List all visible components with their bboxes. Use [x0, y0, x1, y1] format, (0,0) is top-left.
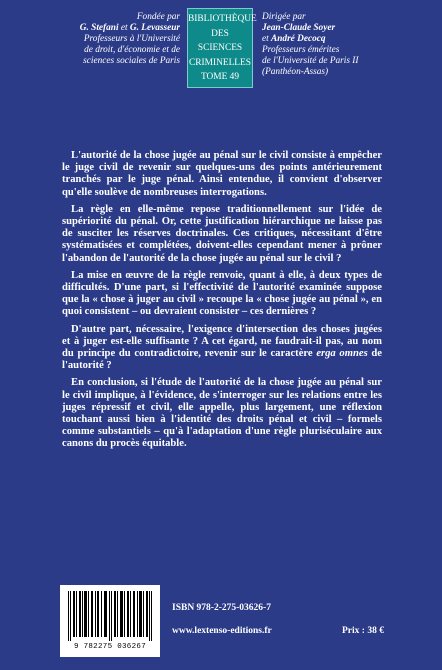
- founder-name-2: G. Levasseur: [129, 23, 180, 33]
- director-title-3: (Panthéon-Assas): [262, 67, 329, 77]
- director-title-2: de l'Université de Paris II: [262, 56, 359, 66]
- director-names-2: [262, 34, 422, 45]
- founder-and: et: [120, 23, 128, 33]
- founder-title-3: sciences sociales de Paris: [83, 56, 180, 66]
- summary-paragraph-5: En conclusion, si l'étude de l'autorité de la chose jugée au pénal sur le civil implique, à l'évidence, de s'interroger sur les relations entre les juges répressif et civil, elle appelle, plus largement, une réflexion touchant aussi bien à l'identité des droits pénal et civil – formels comme substantiels – qu'à l'adaptation d'une règle pluriséculaire aux canons du procès équitable.: [62, 377, 382, 450]
- directors-block: [262, 12, 422, 78]
- summary-text: [62, 150, 382, 456]
- series-volume: TOME 49: [200, 72, 240, 82]
- summary-paragraph-4-italic: erga omnes: [316, 348, 368, 360]
- barcode-digits: 9 782275 036267: [73, 643, 146, 651]
- founder-title-1: Professeurs à l'Université: [83, 34, 180, 44]
- founded-by-label: Fondée par: [136, 12, 180, 22]
- price: Prix : 38 €: [342, 626, 384, 636]
- barcode: [60, 585, 160, 657]
- series-line-1: BIBLIOTHÈQUE: [188, 14, 257, 24]
- barcode-bars-icon: [66, 591, 154, 641]
- series-box: [187, 8, 257, 88]
- summary-paragraph-1: L'autorité de la chose jugée au pénal sur le civil consiste à empêcher le juge civil de revenir sur quelques-uns des points antérieurement tranchés par le juge pénal. Ainsi entendue, il convient d'observer qu'elle soulève de nombreuses interrogations.: [62, 150, 382, 198]
- summary-paragraph-4: [62, 324, 382, 373]
- series-line-2: DES SCIENCES: [197, 28, 243, 53]
- isbn: ISBN 978-2-275-03626-7: [172, 603, 271, 613]
- founder-title-2: de droit, d'économie et de: [84, 45, 180, 55]
- director-name-1: Jean-Claude Soyer: [262, 23, 336, 33]
- director-and: et: [262, 34, 269, 44]
- series-line-3: CRIMINELLES: [189, 57, 251, 68]
- director-title-1: Professeurs émérites: [262, 45, 340, 55]
- founder-names: [40, 23, 180, 34]
- publisher-website: www.lextenso-editions.fr: [172, 626, 272, 636]
- directed-by-label: Dirigée par: [262, 12, 306, 22]
- summary-paragraph-4-end: de l'autorité ?: [62, 348, 382, 372]
- founder-name-1: G. Stefani: [79, 23, 119, 33]
- summary-paragraph-4-start: D'autre part, nécessaire, l'exigence d'intersection des choses jugées et à juger est-elle suffisante ? A cet égard, ne faudrait-il pas, au nom du principe du contradictoire, revenir sur le caractère: [62, 323, 382, 360]
- founders-block: [40, 12, 180, 67]
- summary-paragraph-3: La mise en œuvre de la règle renvoie, quant à elle, à deux types de difficultés. D'une part, si l'effectivité de l'autorité examinée suppose que la « chose à juger au civil » recoupe la « chose jugée au pénal », en quoi consistent – ou devraient consister – ces dernières ?: [62, 269, 382, 318]
- director-name-2: André Decocq: [271, 34, 326, 44]
- summary-paragraph-2: La règle en elle-même repose traditionnellement sur l'idée de supériorité du pénal. Or, cette justification hiérarchique ne laisse pas de susciter les réserves doctrinales. Ces critiques, nécessitant d'être systématisées et complétées, doivent-elles cependant mener à prôner l'abandon de l'autorité de la chose jugée au pénal sur le civil ?: [62, 203, 382, 264]
